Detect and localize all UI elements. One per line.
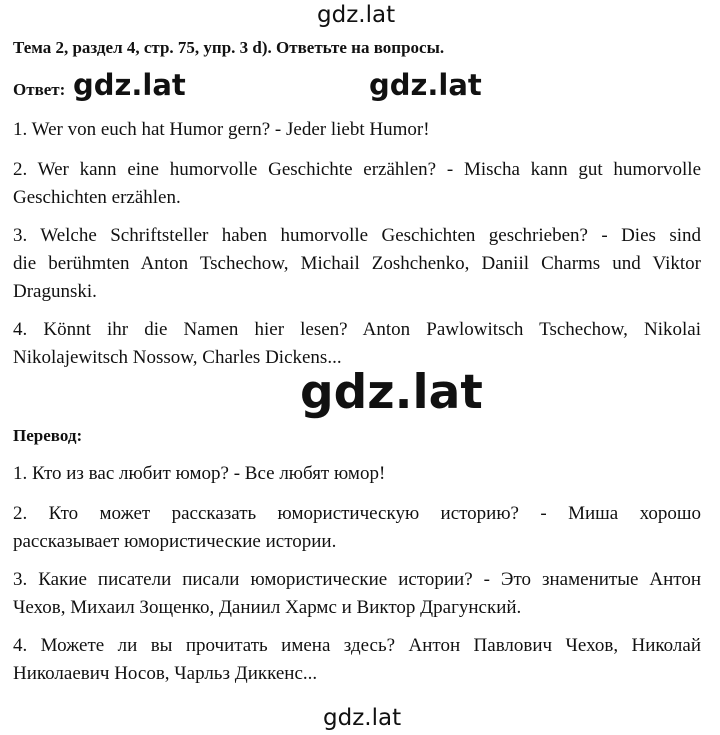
answer-2-line-1: 2. Wer kann eine humorvolle Geschichte erzählen? - Mischa kann gut humorvolle [13,159,701,180]
watermark-inline-right: gdz.lat [369,68,482,102]
translation-paragraph-2 [13,500,701,556]
answer-paragraph-4 [13,316,701,372]
translation-label: Перевод: [13,426,83,445]
translation-paragraph-4 [13,632,701,688]
answer-2-line-2: Geschichten erzählen. [13,187,181,208]
translation-3-line-2: Чехов, Михаил Зощенко, Даниил Хармс и Виктор Драгунский. [13,597,522,618]
translation-paragraph-1 [13,460,701,488]
translation-4-line-1: 4. Можете ли вы прочитать имена здесь? Антон Павлович Чехов, Николай [13,635,701,656]
answer-3-line-2: die berühmten Anton Tschechow, Michail Zoshchenko, Daniil Charms und Viktor [13,253,701,274]
answer-label: Ответ: [13,80,66,99]
watermark-bottom: gdz.lat [323,705,402,731]
answer-paragraph-3 [13,222,701,306]
answer-paragraph-1 [13,116,701,144]
answer-3-line-3: Dragunski. [13,281,97,302]
translation-2-line-1: 2. Кто может рассказать юмористическую историю? - Миша хорошо [13,503,701,524]
answer-4-line-2: Nikolajewitsch Nossow, Charles Dickens... [13,347,342,368]
watermark-inline-left: gdz.lat [73,68,186,102]
watermark-top: gdz.lat [317,2,396,28]
translation-2-line-2: рассказывает юмористические истории. [13,531,337,552]
translation-3-line-1: 3. Какие писатели писали юмористические истории? - Это знаменитые Антон [13,569,701,590]
answer-paragraph-2 [13,156,701,212]
answer-1-line-1: 1. Wer von euch hat Humor gern? - Jeder liebt Humor! [13,119,430,140]
answer-3-line-1: 3. Welche Schriftsteller haben humorvolle Geschichten geschrieben? - Dies sind [13,225,701,246]
translation-4-line-2: Николаевич Носов, Чарльз Диккенс... [13,663,318,684]
translation-1-line-1: 1. Кто из вас любит юмор? - Все любят юмор! [13,463,386,484]
exercise-heading: Тема 2, раздел 4, стр. 75, упр. 3 d). Ответьте на вопросы. [13,38,445,57]
answer-4-line-1: 4. Könnt ihr die Namen hier lesen? Anton Pawlowitsch Tschechow, Nikolai [13,319,701,340]
watermark-center: gdz.lat [300,365,483,420]
translation-paragraph-3 [13,566,701,622]
